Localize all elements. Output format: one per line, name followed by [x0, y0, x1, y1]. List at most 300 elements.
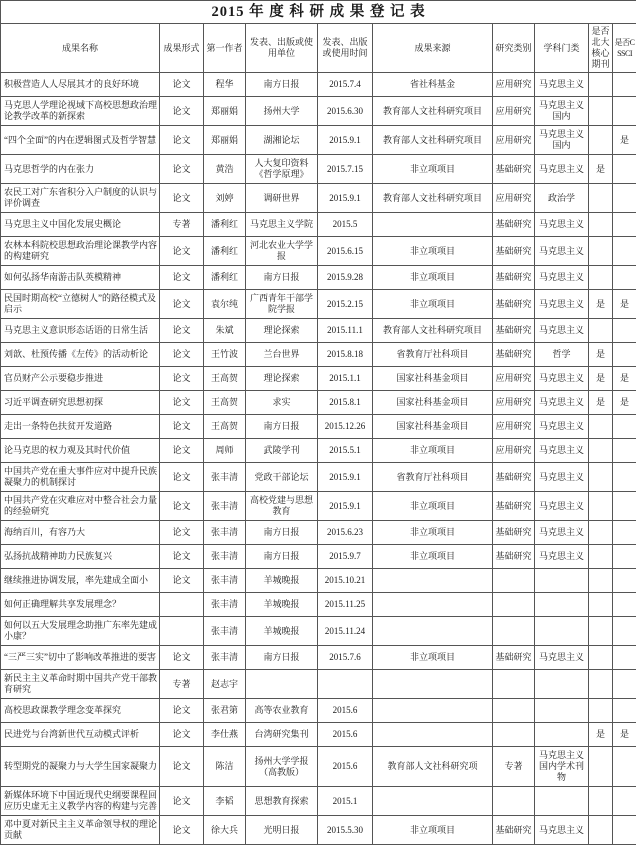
- cell: 2015.6.30: [318, 97, 373, 126]
- cell: 是: [589, 343, 613, 367]
- column-header: 成果名称: [1, 24, 160, 73]
- cell: [589, 237, 613, 266]
- cell: 张丰清: [204, 593, 246, 617]
- cell: 省教育厅社科项目: [373, 343, 493, 367]
- cell: 高校思政课教学理念变革探究: [1, 699, 160, 723]
- cell: 教育部人文社科研究项目: [373, 126, 493, 155]
- cell: 2015.7.4: [318, 73, 373, 97]
- cell: [160, 617, 204, 646]
- column-header: 发表、出版或使用单位: [246, 24, 318, 73]
- cell: [613, 213, 636, 237]
- cell: [589, 747, 613, 787]
- cell: 2015.12.26: [318, 415, 373, 439]
- cell: [613, 747, 636, 787]
- cell: 马克思主义国内学术刊物: [535, 747, 589, 787]
- cell: [373, 787, 493, 816]
- cell: 广西青年干部学院学报: [246, 290, 318, 319]
- cell: 论文: [160, 463, 204, 492]
- cell: 马克思主义国内: [535, 126, 589, 155]
- cell: 2015.1.1: [318, 367, 373, 391]
- cell: [535, 569, 589, 593]
- table-row: [1, 126, 636, 155]
- cell: 2015.5: [318, 213, 373, 237]
- column-header: 第一作者: [204, 24, 246, 73]
- cell: 应用研究: [493, 97, 535, 126]
- cell: [373, 617, 493, 646]
- cell: 南方日报: [246, 73, 318, 97]
- cell: 应用研究: [493, 391, 535, 415]
- cell: 马克思主义: [535, 521, 589, 545]
- cell: [613, 439, 636, 463]
- cell: 教育部人文社科研究项: [373, 747, 493, 787]
- cell: 2015.11.25: [318, 593, 373, 617]
- cell: 2015.9.1: [318, 492, 373, 521]
- table-row: [1, 73, 636, 97]
- cell: 积极营造人人尽展其才的良好环境: [1, 73, 160, 97]
- cell: 刘歆、杜预传播《左传》的活动析论: [1, 343, 160, 367]
- cell: 论文: [160, 415, 204, 439]
- cell: [613, 319, 636, 343]
- cell: [589, 646, 613, 670]
- cell: 陈洁: [204, 747, 246, 787]
- cell: 基础研究: [493, 319, 535, 343]
- column-header: 学科门类: [535, 24, 589, 73]
- cell: 羊城晚报: [246, 569, 318, 593]
- cell: [373, 569, 493, 593]
- cell: 新民主主义革命时期中国共产党干部教育研究: [1, 670, 160, 699]
- cell: 国家社科基金项目: [373, 415, 493, 439]
- cell: 兰台世界: [246, 343, 318, 367]
- cell: 马克思主义: [535, 213, 589, 237]
- cell: 论文: [160, 184, 204, 213]
- table-row: [1, 569, 636, 593]
- table-row: [1, 319, 636, 343]
- cell: 基础研究: [493, 545, 535, 569]
- title-row: [1, 1, 636, 24]
- cell: 2015.9.1: [318, 126, 373, 155]
- cell: 应用研究: [493, 126, 535, 155]
- cell: [589, 319, 613, 343]
- cell: 论文: [160, 367, 204, 391]
- cell: 非立项项目: [373, 290, 493, 319]
- cell: 论文: [160, 237, 204, 266]
- cell: 2015.5.30: [318, 816, 373, 845]
- cell: 2015.11.1: [318, 319, 373, 343]
- cell: 基础研究: [493, 237, 535, 266]
- cell: 非立项项目: [373, 237, 493, 266]
- cell: 论文: [160, 787, 204, 816]
- cell: 是: [589, 391, 613, 415]
- cell: 马克思主义学院: [246, 213, 318, 237]
- cell: 走出一条特色扶贫开发道路: [1, 415, 160, 439]
- cell: 继续推进协调发展，率先建成全面小: [1, 569, 160, 593]
- cell: [493, 699, 535, 723]
- cell: 马克思人学理论视域下高校思想政治理论教学改革的新探索: [1, 97, 160, 126]
- cell: 农林本科院校思想政治理论课教学内容的构建研究: [1, 237, 160, 266]
- cell: 国家社科基金项目: [373, 367, 493, 391]
- cell: [589, 670, 613, 699]
- cell: 应用研究: [493, 184, 535, 213]
- cell: 王高贺: [204, 415, 246, 439]
- cell: 中国共产党在重大事件应对中提升民族凝聚力的机制探讨: [1, 463, 160, 492]
- cell: 马克思主义意识形态话语的日常生活: [1, 319, 160, 343]
- cell: 张丰清: [204, 646, 246, 670]
- cell: 郑丽娟: [204, 126, 246, 155]
- table-row: [1, 747, 636, 787]
- cell: 应用研究: [493, 439, 535, 463]
- cell: 马克思主义: [535, 415, 589, 439]
- table-row: [1, 787, 636, 816]
- table-row: [1, 816, 636, 845]
- cell: [613, 545, 636, 569]
- cell: [493, 593, 535, 617]
- cell: 武陵学刊: [246, 439, 318, 463]
- cell: 转型期党的凝聚力与大学生国家凝聚力: [1, 747, 160, 787]
- table-row: [1, 670, 636, 699]
- cell: 是: [613, 290, 636, 319]
- cell: 张丰清: [204, 569, 246, 593]
- cell: 羊城晚报: [246, 593, 318, 617]
- cell: 王高贺: [204, 367, 246, 391]
- cell: 基础研究: [493, 266, 535, 290]
- cell: 论文: [160, 391, 204, 415]
- cell: [373, 593, 493, 617]
- cell: [589, 439, 613, 463]
- cell: [613, 670, 636, 699]
- cell: 潘利红: [204, 237, 246, 266]
- cell: 论文: [160, 155, 204, 184]
- cell: 论文: [160, 699, 204, 723]
- table-row: [1, 646, 636, 670]
- cell: 2015.2.15: [318, 290, 373, 319]
- cell: 论文: [160, 521, 204, 545]
- cell: [613, 415, 636, 439]
- cell: 论文: [160, 492, 204, 521]
- cell: 论文: [160, 343, 204, 367]
- cell: 周师: [204, 439, 246, 463]
- cell: 袁尔纯: [204, 290, 246, 319]
- column-header: 是否CSSCI: [613, 24, 636, 73]
- cell: [613, 266, 636, 290]
- cell: [535, 670, 589, 699]
- cell: [589, 787, 613, 816]
- cell: 2015.6: [318, 699, 373, 723]
- cell: 论文: [160, 646, 204, 670]
- cell: [535, 787, 589, 816]
- cell: [613, 787, 636, 816]
- cell: [493, 569, 535, 593]
- table-row: [1, 237, 636, 266]
- cell: 刘婷: [204, 184, 246, 213]
- table-row: [1, 290, 636, 319]
- cell: 政治学: [535, 184, 589, 213]
- cell: [613, 73, 636, 97]
- cell: [589, 593, 613, 617]
- cell: [493, 723, 535, 747]
- cell: 论文: [160, 723, 204, 747]
- cell: [613, 699, 636, 723]
- cell: 非立项项目: [373, 646, 493, 670]
- cell: 马克思主义: [535, 290, 589, 319]
- cell: 王竹波: [204, 343, 246, 367]
- cell: 论文: [160, 73, 204, 97]
- header-row: [1, 24, 636, 73]
- cell: 民国时期高校“立德树人”的路径模式及启示: [1, 290, 160, 319]
- cell: 高校党建与思想教育: [246, 492, 318, 521]
- cell: “四个全面”的内在逻辑图式及哲学智慧: [1, 126, 160, 155]
- cell: 扬州大学: [246, 97, 318, 126]
- cell: 非立项项目: [373, 545, 493, 569]
- cell: 马克思主义: [535, 73, 589, 97]
- table-row: [1, 343, 636, 367]
- cell: 专著: [160, 213, 204, 237]
- cell: 国家社科基金项目: [373, 391, 493, 415]
- cell: 专著: [160, 670, 204, 699]
- cell: 郑丽娟: [204, 97, 246, 126]
- cell: [589, 816, 613, 845]
- cell: 2015.9.7: [318, 545, 373, 569]
- cell: 马克思主义: [535, 545, 589, 569]
- cell: 南方日报: [246, 266, 318, 290]
- cell: 专著: [493, 747, 535, 787]
- cell: [613, 237, 636, 266]
- table-row: [1, 184, 636, 213]
- cell: 黄浩: [204, 155, 246, 184]
- cell: [613, 569, 636, 593]
- cell: [589, 569, 613, 593]
- cell: 2015.8.1: [318, 391, 373, 415]
- cell: 非立项项目: [373, 816, 493, 845]
- cell: 是: [613, 723, 636, 747]
- cell: 官员财产公示要稳步推进: [1, 367, 160, 391]
- table-row: [1, 155, 636, 184]
- cell: 羊城晚报: [246, 617, 318, 646]
- column-header: 是否北大核心期刊: [589, 24, 613, 73]
- cell: 是: [613, 126, 636, 155]
- cell: [613, 184, 636, 213]
- table-row: [1, 97, 636, 126]
- cell: [613, 646, 636, 670]
- table-row: [1, 492, 636, 521]
- cell: 论马克思的权力观及其时代价值: [1, 439, 160, 463]
- cell: 张丰清: [204, 545, 246, 569]
- column-header: 发表、出版或使用时间: [318, 24, 373, 73]
- cell: 应用研究: [493, 73, 535, 97]
- cell: 潘利红: [204, 266, 246, 290]
- cell: 基础研究: [493, 816, 535, 845]
- cell: 非立项项目: [373, 155, 493, 184]
- cell: 2015.6: [318, 723, 373, 747]
- cell: [613, 155, 636, 184]
- cell: 马克思主义: [535, 439, 589, 463]
- cell: 教育部人文社科研究项目: [373, 184, 493, 213]
- cell: 马克思主义中国化发展史概论: [1, 213, 160, 237]
- cell: 基础研究: [493, 492, 535, 521]
- cell: 基础研究: [493, 213, 535, 237]
- cell: 民进党与台湾新世代互动模式评析: [1, 723, 160, 747]
- table-row: [1, 521, 636, 545]
- cell: 是: [589, 723, 613, 747]
- cell: 邓中夏对新民主主义革命领导权的理论贡献: [1, 816, 160, 845]
- cell: 2015.8.18: [318, 343, 373, 367]
- cell: 海纳百川，有容乃大: [1, 521, 160, 545]
- column-header: 成果来源: [373, 24, 493, 73]
- cell: 马克思主义: [535, 319, 589, 343]
- cell: 南方日报: [246, 646, 318, 670]
- cell: 论文: [160, 97, 204, 126]
- cell: 基础研究: [493, 290, 535, 319]
- table-row: [1, 699, 636, 723]
- cell: [160, 593, 204, 617]
- cell: [613, 593, 636, 617]
- cell: 马克思主义: [535, 646, 589, 670]
- cell: 中国共产党在灾难应对中整合社会力量的经验研究: [1, 492, 160, 521]
- cell: [493, 787, 535, 816]
- cell: 思想教育探索: [246, 787, 318, 816]
- cell: 潘利红: [204, 213, 246, 237]
- cell: 李韬: [204, 787, 246, 816]
- cell: [493, 617, 535, 646]
- cell: 2015.10.21: [318, 569, 373, 593]
- cell: 湖湘论坛: [246, 126, 318, 155]
- cell: 张丰清: [204, 492, 246, 521]
- cell: [246, 670, 318, 699]
- cell: 王高贺: [204, 391, 246, 415]
- cell: [535, 699, 589, 723]
- cell: “三严三实”切中了影响改革推进的要害: [1, 646, 160, 670]
- page-title: 2015 年 度 科 研 成 果 登 记 表: [1, 1, 636, 24]
- cell: 2015.6: [318, 747, 373, 787]
- cell: [613, 463, 636, 492]
- cell: 马克思主义: [535, 237, 589, 266]
- cell: 马克思主义: [535, 266, 589, 290]
- cell: 如何弘扬华南游击队英模精神: [1, 266, 160, 290]
- cell: [589, 415, 613, 439]
- cell: 农民工对广东省积分入户制度的认识与评价调查: [1, 184, 160, 213]
- cell: 习近平调查研究思想初探: [1, 391, 160, 415]
- table-row: [1, 391, 636, 415]
- cell: [589, 545, 613, 569]
- cell: 论文: [160, 439, 204, 463]
- cell: 2015.9.1: [318, 184, 373, 213]
- cell: [535, 593, 589, 617]
- cell: 是: [589, 290, 613, 319]
- table-row: [1, 617, 636, 646]
- cell: 论文: [160, 319, 204, 343]
- cell: [613, 816, 636, 845]
- cell: [589, 213, 613, 237]
- cell: [589, 463, 613, 492]
- cell: 马克思主义: [535, 391, 589, 415]
- cell: 徐大兵: [204, 816, 246, 845]
- cell: [589, 97, 613, 126]
- table-row: [1, 723, 636, 747]
- cell: 2015.6.15: [318, 237, 373, 266]
- cell: 非立项项目: [373, 492, 493, 521]
- table-row: [1, 439, 636, 463]
- cell: 2015.6.23: [318, 521, 373, 545]
- cell: 2015.11.24: [318, 617, 373, 646]
- cell: 程华: [204, 73, 246, 97]
- cell: 非立项项目: [373, 521, 493, 545]
- cell: 省社科基金: [373, 73, 493, 97]
- cell: 基础研究: [493, 155, 535, 184]
- cell: 2015.9.28: [318, 266, 373, 290]
- cell: 张丰清: [204, 463, 246, 492]
- cell: [613, 97, 636, 126]
- cell: 求实: [246, 391, 318, 415]
- cell: [535, 723, 589, 747]
- table-row: [1, 545, 636, 569]
- cell: [613, 492, 636, 521]
- cell: 人大复印资料《哲学原理》: [246, 155, 318, 184]
- cell: 南方日报: [246, 521, 318, 545]
- cell: 如何正确理解共享发展理念？: [1, 593, 160, 617]
- cell: 理论探索: [246, 319, 318, 343]
- cell: 2015.9.1: [318, 463, 373, 492]
- cell: 理论探索: [246, 367, 318, 391]
- cell: [589, 617, 613, 646]
- cell: 论文: [160, 569, 204, 593]
- cell: [493, 670, 535, 699]
- table-row: [1, 367, 636, 391]
- cell: [535, 617, 589, 646]
- cell: 是: [613, 367, 636, 391]
- cell: 如何以五大发展理念助推广东率先建成小康？: [1, 617, 160, 646]
- cell: 扬州大学学报（高教版）: [246, 747, 318, 787]
- cell: [613, 343, 636, 367]
- cell: [373, 670, 493, 699]
- cell: 非立项项目: [373, 266, 493, 290]
- cell: 哲学: [535, 343, 589, 367]
- cell: 河北农业大学学报: [246, 237, 318, 266]
- cell: [613, 617, 636, 646]
- cell: 赵志宇: [204, 670, 246, 699]
- table-row: [1, 463, 636, 492]
- cell: [589, 492, 613, 521]
- cell: 2015.7.15: [318, 155, 373, 184]
- cell: 台湾研究集刊: [246, 723, 318, 747]
- cell: 朱斌: [204, 319, 246, 343]
- cell: 论文: [160, 816, 204, 845]
- cell: 2015.7.6: [318, 646, 373, 670]
- cell: 应用研究: [493, 367, 535, 391]
- table-row: [1, 266, 636, 290]
- cell: 基础研究: [493, 521, 535, 545]
- cell: 马克思哲学的内在张力: [1, 155, 160, 184]
- table-body: [1, 73, 636, 845]
- cell: 马克思主义: [535, 463, 589, 492]
- cell: 马克思主义: [535, 492, 589, 521]
- cell: 基础研究: [493, 343, 535, 367]
- cell: [373, 699, 493, 723]
- cell: 马克思主义: [535, 816, 589, 845]
- cell: [318, 670, 373, 699]
- cell: 马克思主义: [535, 155, 589, 184]
- cell: 论文: [160, 126, 204, 155]
- cell: 新媒体环境下中国近现代史纲要课程回应历史虚无主义教学内容的构建与完善: [1, 787, 160, 816]
- cell: [373, 723, 493, 747]
- cell: 是: [589, 367, 613, 391]
- cell: [589, 266, 613, 290]
- cell: 是: [613, 391, 636, 415]
- table-row: [1, 593, 636, 617]
- cell: 南方日报: [246, 545, 318, 569]
- cell: 基础研究: [493, 463, 535, 492]
- cell: [589, 184, 613, 213]
- cell: 省教育厅社科项目: [373, 463, 493, 492]
- cell: [589, 126, 613, 155]
